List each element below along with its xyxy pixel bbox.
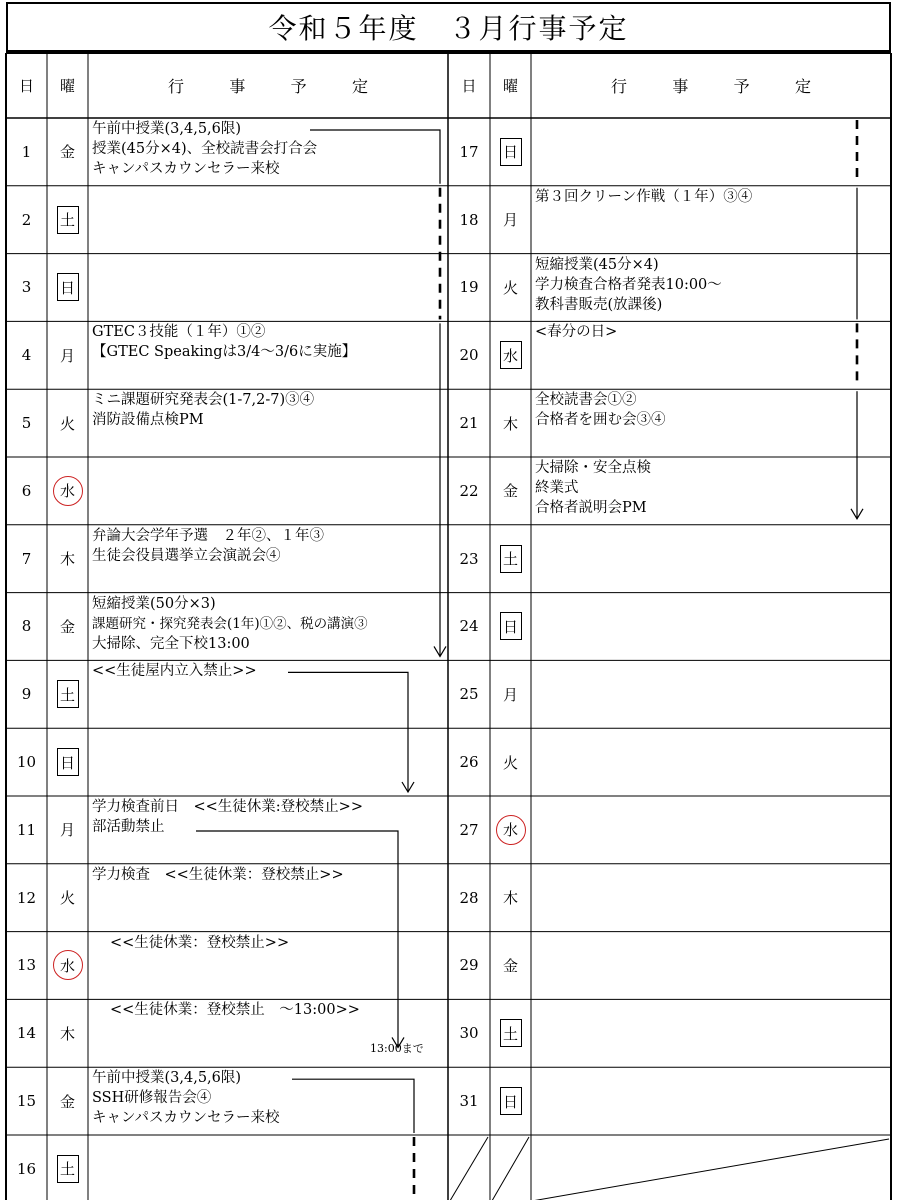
day-number: 12 xyxy=(16,888,37,907)
header-event-char: 行 xyxy=(611,77,628,96)
holiday-weekday-box: 日 xyxy=(500,138,522,166)
day-number: 19 xyxy=(459,278,479,297)
event-line: 全校読書会①② xyxy=(535,392,637,409)
event-line: 第３回クリーン作戦（１年）③④ xyxy=(535,188,753,205)
day-number: 7 xyxy=(21,549,32,568)
event-line: 短縮授業(50分×3) xyxy=(92,595,216,612)
day-number: 1 xyxy=(21,142,32,161)
weekday-label: 月 xyxy=(59,346,75,365)
weekday-label: 木 xyxy=(502,889,518,908)
arrow-day9-line xyxy=(288,672,408,792)
day-number: 26 xyxy=(459,753,479,772)
event-line: 学力検査 <<生徒休業：登校禁止>> xyxy=(92,866,344,883)
event-line: 授業(45分×4)、全校読書会打合会 xyxy=(92,141,318,157)
weekday-label: 月 xyxy=(59,821,75,840)
day-number: 9 xyxy=(21,685,32,704)
header-event-char: 定 xyxy=(351,77,368,96)
event-line: キャンパスカウンセラー来校 xyxy=(92,161,280,177)
event-line: 学力検査前日 <<生徒休業:登校禁止>> xyxy=(92,799,363,815)
event-line: 午前中授業(3,4,5,6限) xyxy=(92,1070,242,1087)
day-number: 28 xyxy=(459,888,479,907)
arrow-day15-line xyxy=(292,1079,414,1133)
day-number: 23 xyxy=(459,549,479,568)
event-line: 部活動禁止 xyxy=(92,819,165,835)
weekday-label: 金 xyxy=(502,956,518,975)
until-1300-note: 13:00まで xyxy=(370,1042,424,1055)
day-number: 30 xyxy=(459,1024,479,1043)
event-line: 大掃除・安全点検 xyxy=(535,460,651,476)
empty-weekday-strike xyxy=(492,1137,529,1200)
event-line: 短縮授業(45分×4) xyxy=(535,256,659,273)
day-number: 22 xyxy=(459,481,479,500)
day-number: 11 xyxy=(16,820,37,839)
header-weekday-left: 曜 xyxy=(59,77,75,95)
event-line: 弁論大会学年予選 ２年②、１年③ xyxy=(92,527,324,544)
day-number: 16 xyxy=(16,1159,37,1178)
day-number: 2 xyxy=(21,210,32,229)
weekday-label: 金 xyxy=(59,617,75,636)
header-event-char: 行 xyxy=(168,77,185,96)
weekday-label: 火 xyxy=(502,753,518,772)
holiday-weekday-box: 土 xyxy=(57,206,79,234)
holiday-weekday-box: 土 xyxy=(500,545,522,573)
holiday-weekday-box: 土 xyxy=(57,1155,79,1183)
header-weekday-right: 曜 xyxy=(502,77,518,95)
day-number: 25 xyxy=(459,685,479,704)
event-line: <<生徒休業：登校禁止>> xyxy=(110,934,290,951)
day-number: 6 xyxy=(21,481,32,500)
day-number: 4 xyxy=(21,346,32,365)
header-day-left: 日 xyxy=(18,77,34,95)
event-line: 【GTEC Speakingは3/4～3/6に実施】 xyxy=(92,344,357,361)
day-number: 18 xyxy=(459,210,479,229)
day-number: 14 xyxy=(16,1024,37,1043)
day-number: 5 xyxy=(21,414,32,433)
event-line: 合格者を囲む会③④ xyxy=(535,412,666,429)
event-line: GTEC３技能（１年）①② xyxy=(92,324,266,341)
event-line: SSH研修報告会④ xyxy=(92,1090,212,1107)
weekday-label: 木 xyxy=(59,1024,75,1043)
arrow-day1-line xyxy=(310,130,440,184)
header-day-right: 日 xyxy=(461,77,477,95)
event-line: 生徒会役員選挙立会演説会④ xyxy=(92,547,281,564)
empty-event-strike xyxy=(533,1139,889,1200)
wednesday-circle: 水 xyxy=(53,476,83,506)
event-line: 消防設備点検PM xyxy=(92,412,204,429)
page-title: 令和５年度 ３月行事予定 xyxy=(6,2,891,52)
weekday-label: 金 xyxy=(59,143,75,162)
header-event-char: 予 xyxy=(290,77,307,96)
empty-day-strike xyxy=(450,1137,488,1200)
header-event-char: 定 xyxy=(794,77,811,96)
event-line: 大掃除、完全下校13:00 xyxy=(92,635,250,652)
weekday-label: 火 xyxy=(59,889,75,908)
day-number: 8 xyxy=(21,617,32,636)
weekday-label: 金 xyxy=(59,1092,75,1111)
day-number: 13 xyxy=(16,956,37,975)
weekday-label: 火 xyxy=(502,278,518,297)
weekday-label: 火 xyxy=(59,414,75,433)
weekday-label: 月 xyxy=(502,685,518,704)
holiday-weekday-box: 土 xyxy=(500,1019,522,1047)
wednesday-circle: 水 xyxy=(53,950,83,980)
holiday-weekday-box: 日 xyxy=(500,1087,522,1115)
event-line: 教科書販売(放課後) xyxy=(535,296,663,313)
weekday-label: 月 xyxy=(502,211,518,230)
event-line: 終業式 xyxy=(535,480,579,496)
header-event-char: 事 xyxy=(672,77,689,96)
holiday-weekday-box: 日 xyxy=(500,612,522,640)
event-line: 午前中授業(3,4,5,6限) xyxy=(92,121,242,137)
day-number: 31 xyxy=(459,1092,479,1111)
event-line: 課題研究・探究発表会(1年)①②、税の講演③ xyxy=(92,615,368,632)
holiday-weekday-box: 日 xyxy=(57,748,79,776)
day-number: 24 xyxy=(459,617,479,636)
event-line: <<生徒休業：登校禁止 ～13:00>> xyxy=(110,1002,360,1019)
weekday-label: 木 xyxy=(59,550,75,569)
event-line: ミニ課題研究発表会(1-7,2-7)③④ xyxy=(92,392,315,409)
event-line: 学力検査合格者発表10:00～ xyxy=(535,276,722,293)
day-number: 27 xyxy=(459,820,479,839)
day-number: 21 xyxy=(459,414,479,433)
event-line: 合格者説明会PM xyxy=(535,500,647,516)
header-event-char: 予 xyxy=(733,77,750,96)
weekday-label: 金 xyxy=(502,482,518,501)
event-line: キャンパスカウンセラー来校 xyxy=(92,1110,280,1127)
holiday-weekday-box: 土 xyxy=(57,680,79,708)
day-number: 17 xyxy=(459,142,479,161)
day-number: 10 xyxy=(16,753,37,772)
event-line: <<生徒屋内立入禁止>> xyxy=(92,663,257,680)
event-line: <春分の日> xyxy=(535,324,618,341)
day-number: 15 xyxy=(16,1092,37,1111)
wednesday-circle: 水 xyxy=(496,815,526,845)
weekday-label: 木 xyxy=(502,414,518,433)
header-event-char: 事 xyxy=(229,77,246,96)
holiday-weekday-box: 日 xyxy=(57,273,79,301)
holiday-weekday-box: 水 xyxy=(500,341,522,369)
day-number: 3 xyxy=(21,278,32,297)
day-number: 29 xyxy=(459,956,479,975)
day-number: 20 xyxy=(459,346,479,365)
